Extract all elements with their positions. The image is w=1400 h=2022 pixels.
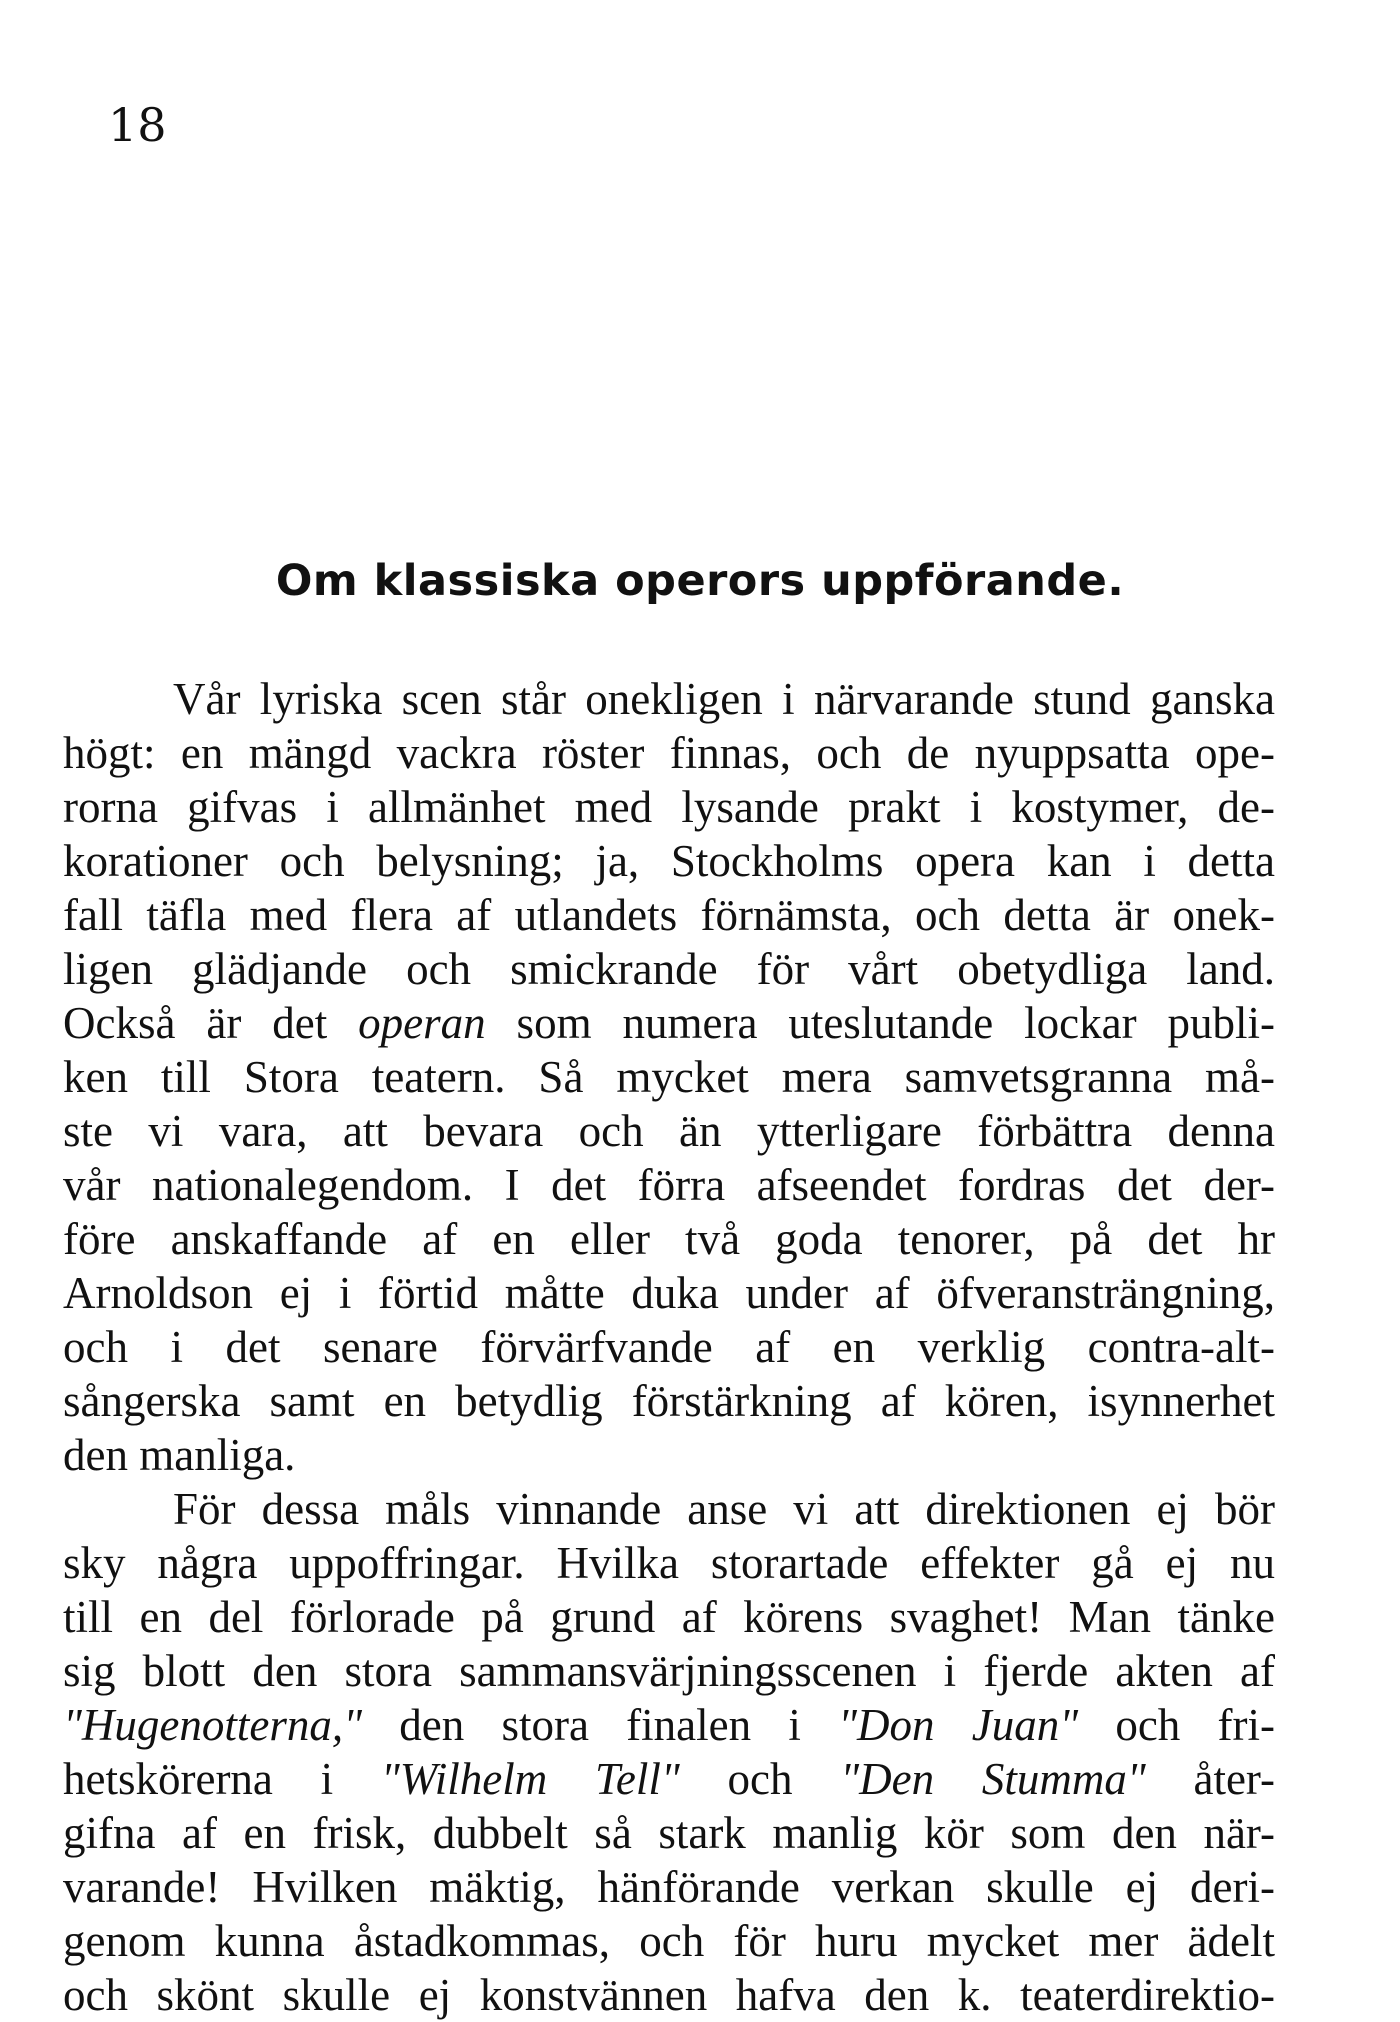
- text-segment: och fri-: [1078, 1700, 1275, 1750]
- text-line: sångerska samt en betydlig förstärkning af kören, isynnerhet: [63, 1376, 1275, 1426]
- text-line: rorna gifvas i allmänhet med lysande prakt i kostymer, de-: [63, 782, 1275, 832]
- text-line: vår nationalegendom. I det förra afseendet fordras det der-: [63, 1160, 1275, 1210]
- text-line: ste vi vara, att bevara och än ytterligare förbättra denna: [63, 1106, 1275, 1156]
- text-line: korationer och belysning; ja, Stockholms opera kan i detta: [63, 836, 1275, 886]
- text-segment: och: [679, 1754, 841, 1804]
- text-line: före anskaffande af en eller två goda tenorer, på det hr: [63, 1214, 1275, 1264]
- body-text: [63, 672, 1275, 2022]
- text-segment: Också är det: [63, 998, 359, 1048]
- text-line: sig blott den stora sammansvärjningsscenen i fjerde akten af: [63, 1646, 1275, 1696]
- text-line: [63, 996, 1275, 1050]
- text-line: ken till Stora teatern. Så mycket mera samvetsgranna må-: [63, 1052, 1275, 1102]
- text-line: varande! Hvilken mäktig, hänförande verkan skulle ej deri-: [63, 1862, 1275, 1912]
- page-number: 18: [108, 98, 167, 152]
- text-line: ligen glädjande och smickrande för vårt obetydliga land.: [63, 944, 1275, 994]
- text-line: den manliga.: [63, 1430, 296, 1480]
- italic-word: operan: [358, 998, 486, 1048]
- text-segment: åter-: [1145, 1754, 1275, 1804]
- text-line: och skönt skulle ej konstvännen hafva den k. teaterdirektio-: [63, 1970, 1275, 2020]
- text-line: fall täfla med flera af utlandets förnämsta, och detta är onek-: [63, 890, 1275, 940]
- text-line: Vår lyriska scen står onekligen i närvarande stund ganska: [173, 674, 1275, 724]
- text-segment: som numera uteslutande lockar publi-: [485, 998, 1276, 1048]
- text-line: sky några uppoffringar. Hvilka storartade effekter gå ej nu: [63, 1538, 1275, 1588]
- chapter-title: Om klassiska operors uppförande.: [275, 556, 1125, 606]
- italic-title: "Hugenotterna,": [63, 1700, 363, 1750]
- text-line: och i det senare förvärfvande af en verklig contra-alt-: [63, 1322, 1275, 1372]
- text-line: [63, 1752, 1275, 1806]
- text-segment: hetskörerna i: [63, 1754, 381, 1804]
- text-line: För dessa måls vinnande anse vi att direktionen ej bör: [173, 1484, 1275, 1534]
- text-segment: den stora finalen i: [362, 1700, 839, 1750]
- italic-title: "Don Juan": [838, 1700, 1079, 1750]
- italic-title: "Wilhelm Tell": [380, 1754, 680, 1804]
- text-line: Arnoldson ej i förtid måtte duka under af öfveransträngning,: [63, 1268, 1275, 1318]
- text-line: till en del förlorade på grund af körens svaghet! Man tänke: [63, 1592, 1275, 1642]
- text-line: högt: en mängd vackra röster finnas, och de nyuppsatta ope-: [63, 728, 1275, 778]
- italic-title: "Den Stumma": [840, 1754, 1146, 1804]
- text-line: [63, 1698, 1275, 1752]
- text-line: gifna af en frisk, dubbelt så stark manlig kör som den när-: [63, 1808, 1275, 1858]
- text-line: genom kunna åstadkommas, och för huru mycket mer ädelt: [63, 1916, 1275, 1966]
